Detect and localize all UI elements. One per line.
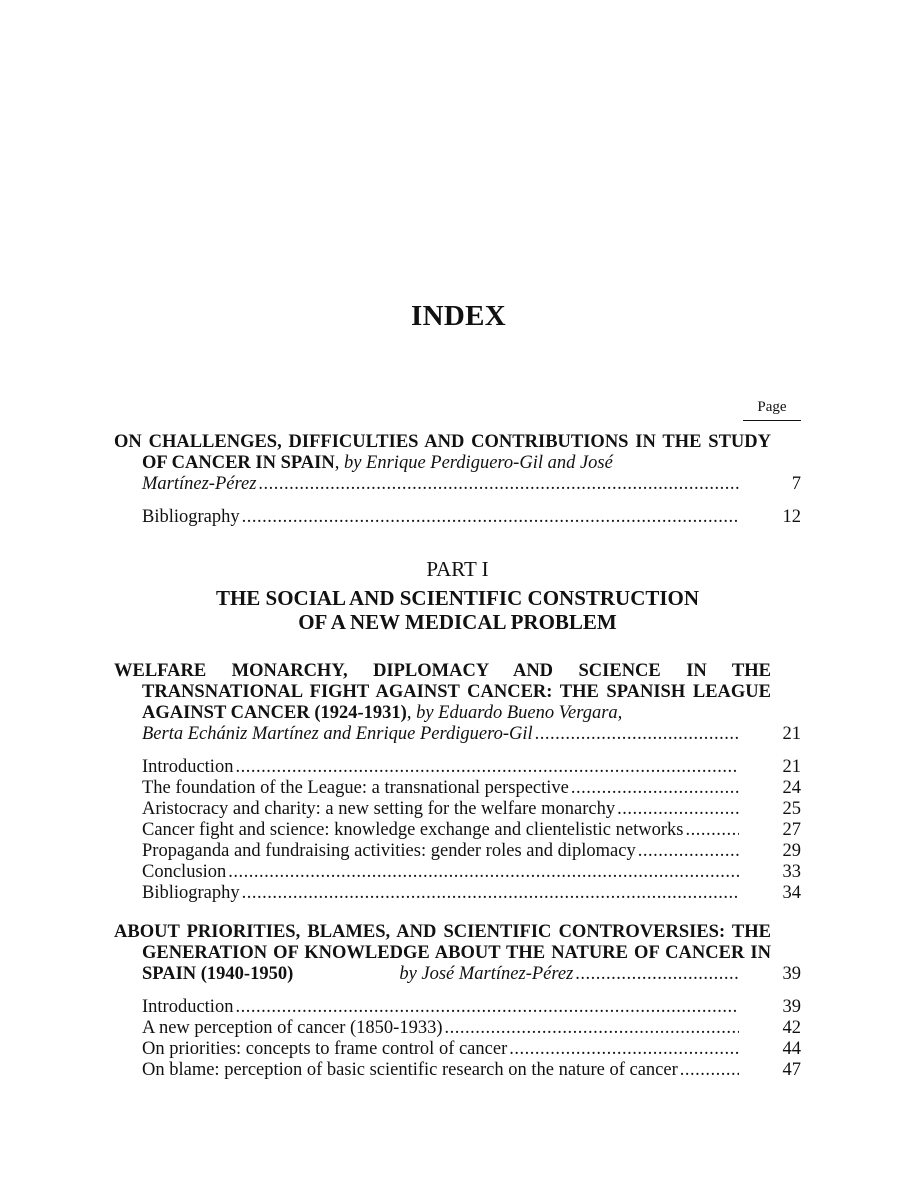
toc-item[interactable] <box>114 841 801 862</box>
intro-page: 7 <box>791 474 801 494</box>
part-title-line1: THE SOCIAL AND SCIENTIFIC CONSTRUCTION <box>215 586 700 610</box>
toc-item-label: Bibliography <box>142 507 240 527</box>
toc-item-label: Conclusion <box>142 862 227 882</box>
dot-leader <box>638 841 739 862</box>
toc-item-page: 12 <box>782 507 801 527</box>
chapter1-heading-sep: , <box>406 703 417 723</box>
chapter1-entry <box>114 661 801 904</box>
toc-item[interactable] <box>114 799 801 820</box>
dot-leader <box>235 997 739 1018</box>
dot-leader <box>535 724 739 745</box>
toc-item-label: Propaganda and fundraising activities: gender roles and diplomacy <box>142 841 636 861</box>
toc-item-page: 24 <box>782 778 801 798</box>
dot-leader <box>575 964 739 985</box>
toc-item[interactable] <box>114 1018 801 1039</box>
dot-leader <box>445 1018 739 1039</box>
toc-item-page: 42 <box>782 1018 801 1038</box>
chapter1-authors-row <box>114 724 801 745</box>
toc-item-label: Introduction <box>142 757 234 777</box>
part-title-line2: OF A NEW MEDICAL PROBLEM <box>298 610 617 634</box>
chapter1-authors-lead: by Eduardo Bueno Vergara, <box>416 703 623 723</box>
chapter2-entry <box>114 922 801 1081</box>
dot-leader <box>680 1060 739 1081</box>
intro-authors-row <box>114 474 801 495</box>
intro-entry <box>114 432 801 528</box>
toc-item-label: On blame: perception of basic scientific research on the nature of cancer <box>142 1060 678 1080</box>
toc-item-page: 25 <box>782 799 801 819</box>
intro-heading-title: ON CHALLENGES, DIFFICULTIES AND CONTRIBUTIONS IN THE STUDY OF CANCER IN SPAIN <box>114 432 771 473</box>
page-title: INDEX <box>411 300 506 332</box>
toc-item[interactable] <box>114 757 801 778</box>
chapter1-page: 21 <box>782 724 801 744</box>
chapter1-authors-tail: Berta Echániz Martínez and Enrique Perdiguero-Gil <box>142 724 533 744</box>
chapter2-authors: by José Martínez-Pérez <box>399 964 574 984</box>
dot-leader <box>235 757 739 778</box>
dot-leader <box>242 883 739 904</box>
dot-leader <box>258 474 739 495</box>
toc-item-page: 29 <box>782 841 801 861</box>
toc-item[interactable] <box>114 862 801 883</box>
toc-item-page: 27 <box>782 820 801 840</box>
dot-leader <box>242 507 739 528</box>
toc-item[interactable] <box>114 820 801 841</box>
toc-item[interactable] <box>114 883 801 904</box>
chapter2-heading-title: ABOUT PRIORITIES, BLAMES, AND SCIENTIFIC CONTROVERSIES: THE GENERATION OF KNOWLEDGE ABOUT THE NATURE OF CANCER IN SPAIN (1940-1950) <box>114 922 771 984</box>
page-column-header: Page <box>743 399 801 421</box>
toc-item-label: Bibliography <box>142 883 240 903</box>
toc-item-label: Aristocracy and charity: a new setting for the welfare monarchy <box>142 799 616 819</box>
intro-heading-sep: , <box>334 453 344 473</box>
toc-item[interactable] <box>114 997 801 1018</box>
dot-leader <box>509 1039 739 1060</box>
dot-leader <box>617 799 739 820</box>
intro-heading <box>114 432 771 474</box>
toc-item[interactable] <box>114 778 801 799</box>
intro-item-bibliography[interactable] <box>114 507 801 528</box>
toc-item-label: Cancer fight and science: knowledge exchange and clientelistic networks <box>142 820 684 840</box>
toc-item[interactable] <box>114 1039 801 1060</box>
toc-item[interactable] <box>114 1060 801 1081</box>
dot-leader <box>685 820 739 841</box>
part-heading <box>114 557 801 634</box>
toc-item-page: 33 <box>782 862 801 882</box>
chapter1-heading-title: WELFARE MONARCHY, DIPLOMACY AND SCIENCE IN THE TRANSNATIONAL FIGHT AGAINST CANCER: THE SPANISH LEAGUE AGAINST CANCER (1924-1931) <box>114 661 771 723</box>
toc-item-page: 39 <box>782 997 801 1017</box>
toc-item-page: 21 <box>782 757 801 777</box>
toc-item-label: Introduction <box>142 997 234 1017</box>
chapter1-heading <box>114 661 771 724</box>
toc-item-label: A new perception of cancer (1850-1933) <box>142 1018 443 1038</box>
toc-item-label: The foundation of the League: a transnational perspective <box>142 778 569 798</box>
toc-item-label: On priorities: concepts to frame control of cancer <box>142 1039 508 1059</box>
toc-item-page: 44 <box>782 1039 801 1059</box>
intro-authors-tail: Martínez-Pérez <box>142 474 257 494</box>
chapter2-page: 39 <box>782 964 801 984</box>
intro-authors-lead: by Enrique Perdiguero-Gil and José <box>343 453 613 473</box>
dot-leader <box>228 862 739 883</box>
toc-item-page: 34 <box>782 883 801 903</box>
part-label: PART I <box>426 557 489 581</box>
toc-item-page: 47 <box>782 1060 801 1080</box>
dot-leader <box>571 778 739 799</box>
